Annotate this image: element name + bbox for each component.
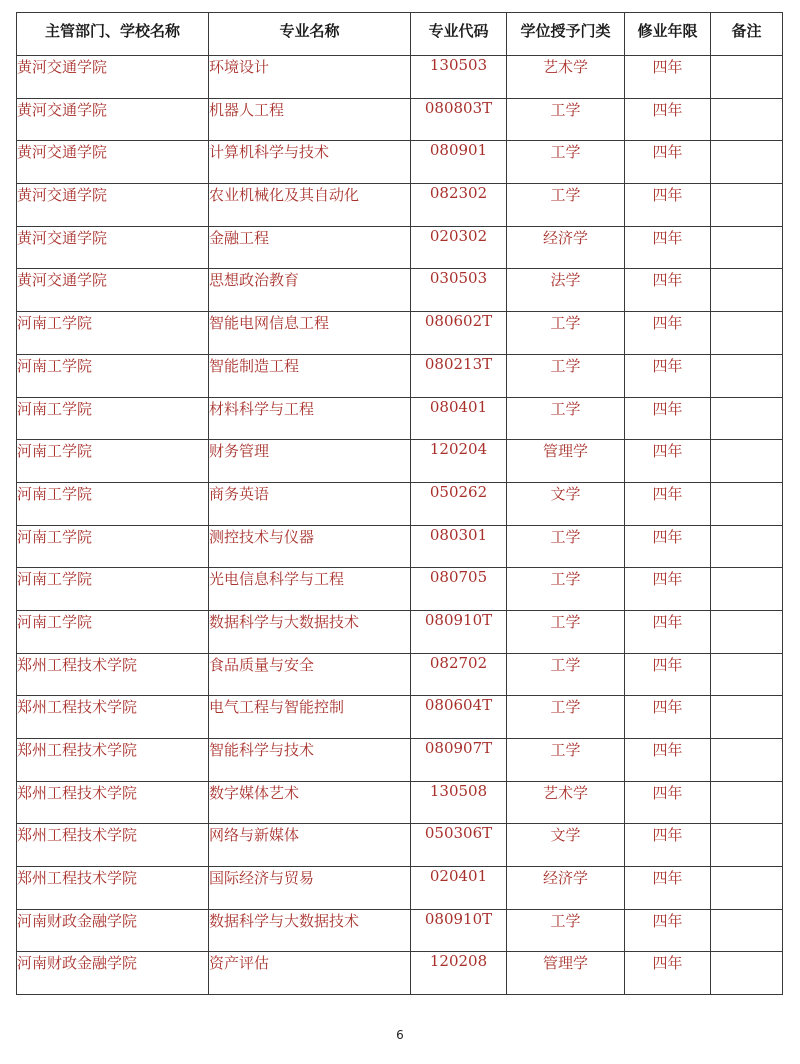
cell-code: 130508 <box>411 781 507 824</box>
cell-note <box>711 610 783 653</box>
cell-note <box>711 98 783 141</box>
cell-note <box>711 269 783 312</box>
cell-degree: 文学 <box>507 824 625 867</box>
cell-years: 四年 <box>625 56 711 99</box>
table-row <box>17 141 783 184</box>
table-row <box>17 56 783 99</box>
cell-code: 080901 <box>411 141 507 184</box>
table-row <box>17 610 783 653</box>
cell-school: 黄河交通学院 <box>17 56 209 99</box>
cell-years: 四年 <box>625 568 711 611</box>
cell-note <box>711 909 783 952</box>
cell-degree: 工学 <box>507 653 625 696</box>
cell-school: 郑州工程技术学院 <box>17 867 209 910</box>
cell-code: 130503 <box>411 56 507 99</box>
table-body <box>17 56 783 995</box>
cell-years: 四年 <box>625 610 711 653</box>
cell-degree: 管理学 <box>507 952 625 995</box>
table-row <box>17 525 783 568</box>
table-row <box>17 824 783 867</box>
cell-major: 食品质量与安全 <box>209 653 411 696</box>
cell-years: 四年 <box>625 824 711 867</box>
cell-school: 黄河交通学院 <box>17 98 209 141</box>
cell-school: 河南工学院 <box>17 525 209 568</box>
cell-school: 河南工学院 <box>17 397 209 440</box>
cell-major: 农业机械化及其自动化 <box>209 184 411 227</box>
cell-school: 黄河交通学院 <box>17 226 209 269</box>
cell-note <box>711 696 783 739</box>
cell-school: 黄河交通学院 <box>17 141 209 184</box>
cell-school: 黄河交通学院 <box>17 184 209 227</box>
cell-note <box>711 525 783 568</box>
cell-degree: 管理学 <box>507 440 625 483</box>
table-row <box>17 440 783 483</box>
cell-degree: 工学 <box>507 141 625 184</box>
cell-years: 四年 <box>625 909 711 952</box>
table-row <box>17 781 783 824</box>
cell-major: 数字媒体艺术 <box>209 781 411 824</box>
table-row <box>17 312 783 355</box>
cell-code: 080910T <box>411 610 507 653</box>
cell-note <box>711 184 783 227</box>
cell-major: 资产评估 <box>209 952 411 995</box>
table-row <box>17 98 783 141</box>
table-row <box>17 397 783 440</box>
cell-school: 河南工学院 <box>17 610 209 653</box>
header-major: 专业名称 <box>209 13 411 56</box>
cell-major: 环境设计 <box>209 56 411 99</box>
cell-note <box>711 482 783 525</box>
cell-school: 河南工学院 <box>17 482 209 525</box>
table-row <box>17 568 783 611</box>
cell-degree: 法学 <box>507 269 625 312</box>
cell-school: 河南财政金融学院 <box>17 952 209 995</box>
cell-years: 四年 <box>625 525 711 568</box>
table-row <box>17 354 783 397</box>
cell-note <box>711 354 783 397</box>
cell-years: 四年 <box>625 482 711 525</box>
header-years: 修业年限 <box>625 13 711 56</box>
cell-degree: 工学 <box>507 354 625 397</box>
cell-school: 郑州工程技术学院 <box>17 739 209 782</box>
cell-years: 四年 <box>625 781 711 824</box>
cell-years: 四年 <box>625 867 711 910</box>
cell-major: 商务英语 <box>209 482 411 525</box>
cell-years: 四年 <box>625 184 711 227</box>
cell-school: 河南工学院 <box>17 312 209 355</box>
table-row <box>17 867 783 910</box>
cell-years: 四年 <box>625 226 711 269</box>
cell-note <box>711 739 783 782</box>
cell-note <box>711 824 783 867</box>
cell-years: 四年 <box>625 141 711 184</box>
cell-major: 思想政治教育 <box>209 269 411 312</box>
cell-degree: 工学 <box>507 909 625 952</box>
cell-code: 080604T <box>411 696 507 739</box>
cell-school: 郑州工程技术学院 <box>17 781 209 824</box>
cell-years: 四年 <box>625 269 711 312</box>
cell-major: 计算机科学与技术 <box>209 141 411 184</box>
cell-note <box>711 226 783 269</box>
cell-code: 050306T <box>411 824 507 867</box>
table-row <box>17 739 783 782</box>
table-row <box>17 482 783 525</box>
cell-school: 郑州工程技术学院 <box>17 696 209 739</box>
cell-degree: 工学 <box>507 312 625 355</box>
cell-major: 财务管理 <box>209 440 411 483</box>
table-row <box>17 653 783 696</box>
cell-major: 机器人工程 <box>209 98 411 141</box>
cell-years: 四年 <box>625 98 711 141</box>
cell-years: 四年 <box>625 397 711 440</box>
cell-note <box>711 440 783 483</box>
cell-code: 082302 <box>411 184 507 227</box>
cell-school: 河南工学院 <box>17 440 209 483</box>
cell-degree: 工学 <box>507 696 625 739</box>
cell-note <box>711 397 783 440</box>
cell-major: 金融工程 <box>209 226 411 269</box>
cell-major: 智能科学与技术 <box>209 739 411 782</box>
cell-years: 四年 <box>625 312 711 355</box>
cell-school: 河南工学院 <box>17 568 209 611</box>
cell-code: 120204 <box>411 440 507 483</box>
cell-code: 080301 <box>411 525 507 568</box>
cell-degree: 工学 <box>507 739 625 782</box>
cell-degree: 工学 <box>507 184 625 227</box>
cell-code: 082702 <box>411 653 507 696</box>
header-note: 备注 <box>711 13 783 56</box>
cell-major: 光电信息科学与工程 <box>209 568 411 611</box>
cell-major: 网络与新媒体 <box>209 824 411 867</box>
cell-major: 测控技术与仪器 <box>209 525 411 568</box>
cell-note <box>711 56 783 99</box>
cell-major: 国际经济与贸易 <box>209 867 411 910</box>
cell-note <box>711 312 783 355</box>
cell-degree: 艺术学 <box>507 56 625 99</box>
header-code: 专业代码 <box>411 13 507 56</box>
cell-major: 数据科学与大数据技术 <box>209 610 411 653</box>
cell-code: 080803T <box>411 98 507 141</box>
table-row <box>17 269 783 312</box>
cell-code: 020302 <box>411 226 507 269</box>
cell-major: 智能电网信息工程 <box>209 312 411 355</box>
cell-code: 080705 <box>411 568 507 611</box>
page-number: 6 <box>396 1028 404 1042</box>
cell-degree: 工学 <box>507 568 625 611</box>
cell-note <box>711 867 783 910</box>
cell-school: 黄河交通学院 <box>17 269 209 312</box>
cell-code: 080910T <box>411 909 507 952</box>
majors-table <box>16 12 783 995</box>
cell-years: 四年 <box>625 739 711 782</box>
cell-degree: 经济学 <box>507 226 625 269</box>
cell-note <box>711 653 783 696</box>
cell-degree: 文学 <box>507 482 625 525</box>
cell-degree: 艺术学 <box>507 781 625 824</box>
cell-major: 材料科学与工程 <box>209 397 411 440</box>
cell-years: 四年 <box>625 440 711 483</box>
cell-code: 080602T <box>411 312 507 355</box>
cell-degree: 工学 <box>507 525 625 568</box>
cell-years: 四年 <box>625 696 711 739</box>
cell-years: 四年 <box>625 354 711 397</box>
cell-major: 数据科学与大数据技术 <box>209 909 411 952</box>
cell-degree: 工学 <box>507 610 625 653</box>
cell-school: 河南工学院 <box>17 354 209 397</box>
cell-code: 080907T <box>411 739 507 782</box>
cell-school: 郑州工程技术学院 <box>17 824 209 867</box>
cell-major: 智能制造工程 <box>209 354 411 397</box>
cell-code: 120208 <box>411 952 507 995</box>
cell-note <box>711 568 783 611</box>
table-row <box>17 909 783 952</box>
cell-years: 四年 <box>625 653 711 696</box>
cell-degree: 工学 <box>507 98 625 141</box>
table-row <box>17 952 783 995</box>
cell-note <box>711 781 783 824</box>
cell-code: 080213T <box>411 354 507 397</box>
cell-code: 020401 <box>411 867 507 910</box>
cell-years: 四年 <box>625 952 711 995</box>
cell-code: 050262 <box>411 482 507 525</box>
cell-note <box>711 952 783 995</box>
cell-code: 030503 <box>411 269 507 312</box>
header-school: 主管部门、学校名称 <box>17 13 209 56</box>
header-degree: 学位授予门类 <box>507 13 625 56</box>
table-row <box>17 226 783 269</box>
cell-degree: 工学 <box>507 397 625 440</box>
cell-school: 河南财政金融学院 <box>17 909 209 952</box>
cell-code: 080401 <box>411 397 507 440</box>
cell-school: 郑州工程技术学院 <box>17 653 209 696</box>
cell-note <box>711 141 783 184</box>
table-row <box>17 696 783 739</box>
cell-degree: 经济学 <box>507 867 625 910</box>
table-row <box>17 184 783 227</box>
table-header-row <box>17 13 783 56</box>
cell-major: 电气工程与智能控制 <box>209 696 411 739</box>
